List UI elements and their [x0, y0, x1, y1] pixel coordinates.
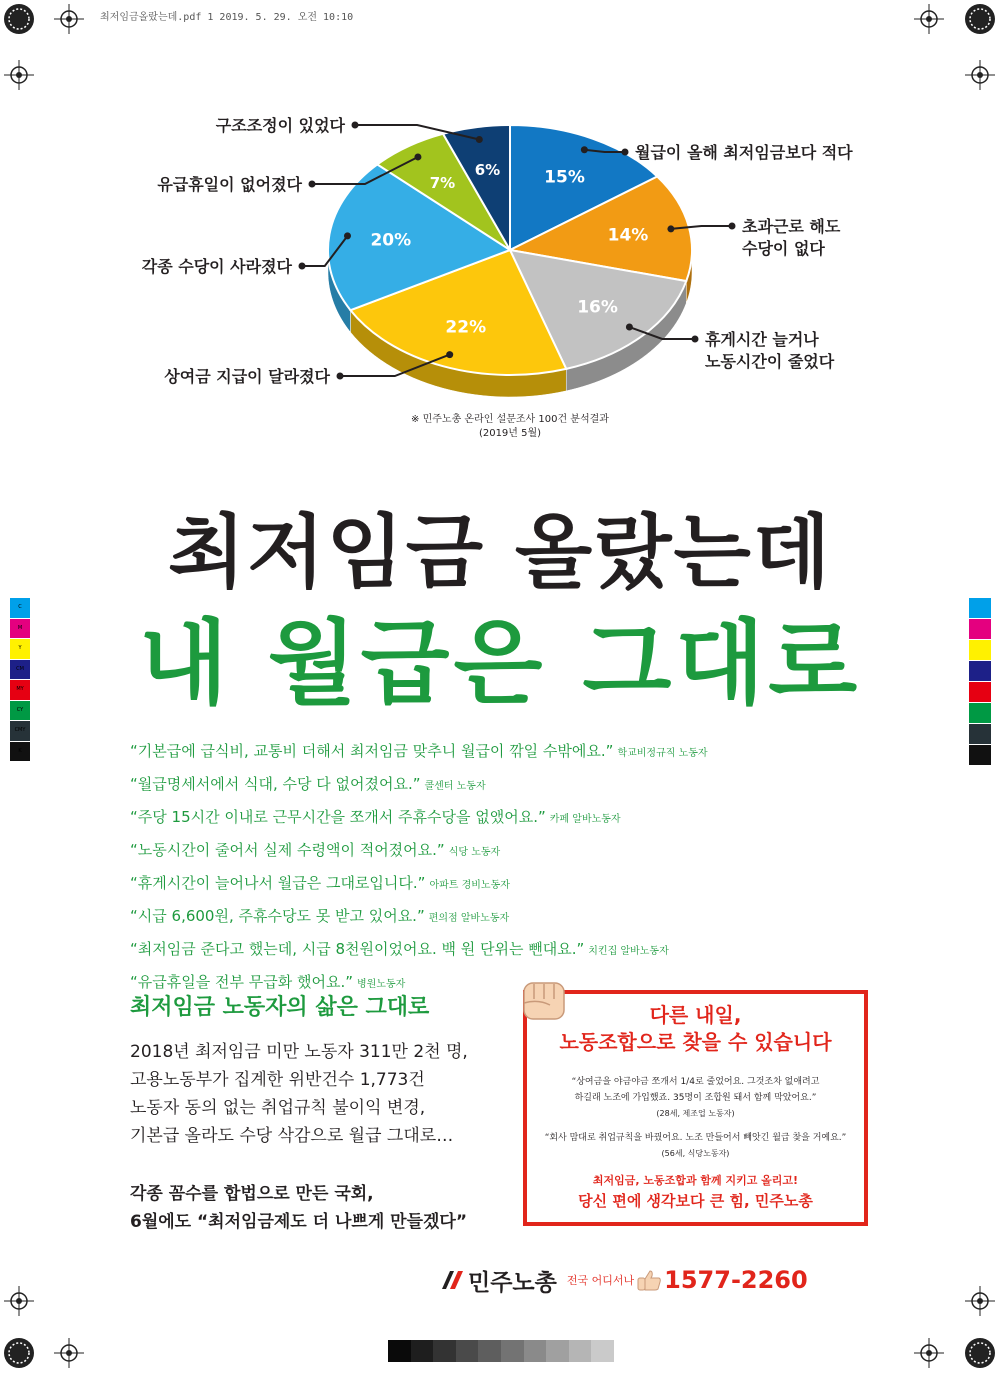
- registration-mark-icon: [2, 1336, 36, 1370]
- headline-line-1: 최저임금 올랐는데: [167, 506, 833, 599]
- pie-slice-label: 월급이 올해 최저임금보다 적다: [635, 143, 853, 162]
- crosshair-icon: [963, 58, 997, 92]
- pie-slice-percent: 15%: [544, 167, 585, 188]
- org-name: 민주노총: [468, 1269, 557, 1296]
- pie-slice-percent: 22%: [445, 317, 487, 338]
- pie-slice-label: 수당이 없다: [742, 239, 825, 258]
- pie-slice-label: 구조조정이 있었다: [215, 116, 345, 135]
- crosshair-icon: [52, 1336, 86, 1370]
- footer: [438, 1262, 808, 1298]
- leader-dot: [337, 373, 344, 380]
- color-swatch-y: Y: [10, 639, 30, 660]
- pie-slice-percent: 16%: [577, 297, 618, 318]
- leader-dot: [626, 324, 633, 331]
- color-swatch-c: C: [10, 598, 30, 619]
- quote-item: “시급 6,600원, 주휴수당도 못 받고 있어요.” 편의점 알바노동자: [130, 907, 510, 925]
- callout-quote-2: “회사 맘대로 취업규칙을 바꿨어요. 노조 만들어서 빼앗긴 월급 찾을 거예요.” (56세, 식당노동자): [544, 1133, 847, 1158]
- leader-dot: [344, 232, 351, 239]
- crosshair-icon: [2, 58, 36, 92]
- color-swatch-k: K: [10, 742, 30, 763]
- crosshair-icon: [912, 2, 946, 36]
- quote-item: “최저임금 준다고 했는데, 시급 8천원이었어요. 백 원 단위는 뺀대요.” 치킨집 알바노동자: [130, 940, 669, 958]
- raised-fist-icon: [518, 975, 570, 1025]
- pie-slice-percent: 6%: [474, 160, 501, 179]
- leader-dot: [476, 136, 483, 143]
- quote-item: “유급휴일을 전부 무급화 했어요.” 병원노동자: [130, 973, 406, 991]
- pie-slice-label: 각종 수당이 사라졌다: [141, 257, 292, 276]
- pie-slice-percent: 20%: [370, 230, 412, 251]
- leader-dot: [729, 223, 736, 230]
- registration-mark-icon: [963, 2, 997, 36]
- callout-heading: [527, 1002, 864, 1056]
- kctu-logo-icon: [438, 1267, 464, 1293]
- hotline-number: 1577-2260: [664, 1266, 808, 1294]
- section-line: 각종 꼼수를 합법으로 만든 국회,: [130, 1184, 374, 1204]
- quote-list: [130, 736, 890, 1000]
- print-file-info: 최저임금올랐는데.pdf 1 2019. 5. 29. 오전 10:10: [100, 12, 354, 23]
- section-line: 노동자 동의 없는 취업규칙 불이익 변경,: [130, 1098, 426, 1118]
- section-line: 고용노동부가 집계한 위반건수 1,773건: [130, 1070, 425, 1090]
- color-swatch-cy: CY: [10, 701, 30, 722]
- pie-slice-percent: 7%: [429, 173, 456, 192]
- crosshair-icon: [52, 2, 86, 36]
- color-swatch-my: MY: [10, 680, 30, 701]
- leader-dot: [622, 149, 629, 156]
- gray-scale-strip: [388, 1340, 614, 1362]
- registration-mark-icon: [963, 1336, 997, 1370]
- quote-item: “휴게시간이 늘어나서 월급은 그대로입니다.” 아파트 경비노동자: [130, 874, 510, 892]
- thumbs-up-icon: [636, 1269, 662, 1291]
- leader-dot: [692, 336, 699, 343]
- section-title: 최저임금 노동자의 삶은 그대로: [130, 995, 430, 1020]
- leader-dot: [299, 263, 306, 270]
- headline-line-2: 내 월급은 그대로: [138, 610, 862, 717]
- callout-tagline: 당신 편에 생각보다 큰 힘, 민주노총: [578, 1192, 813, 1210]
- pie-slice-label: 상여금 지급이 달라졌다: [164, 367, 330, 386]
- quote-item: “월급명세서에서 식대, 수당 다 없어졌어요.” 콜센터 노동자: [130, 775, 486, 793]
- quote-item: “주당 15시간 이내로 근무시간을 쪼개서 주휴수당을 없앴어요.” 카페 알바노동자: [130, 808, 621, 826]
- section-line: 6월에도 “최저임금제도 더 나쁘게 만들겠다”: [130, 1212, 468, 1232]
- color-swatch-cm: CM: [10, 660, 30, 681]
- section-body: [130, 1038, 468, 1150]
- leader-dot: [667, 225, 674, 232]
- crosshair-icon: [912, 1336, 946, 1370]
- pie-slice-label: 초과근로 해도: [742, 217, 841, 236]
- quote-item: “기본급에 급식비, 교통비 더해서 최저임금 맞추니 월급이 깎일 수밖에요.” 학교비정규직 노동자: [130, 742, 708, 760]
- color-swatch-m: M: [10, 619, 30, 640]
- crosshair-icon: [2, 1284, 36, 1318]
- pie-slice-percent: 14%: [607, 225, 649, 246]
- callout-heading-line-2: 노동조합으로 찾을 수 있습니다: [559, 1030, 832, 1054]
- callout-slogan: 최저임금, 노동조합과 함께 지키고 올리고!: [592, 1174, 799, 1187]
- leader-dot: [581, 146, 588, 153]
- leader-dot: [414, 153, 421, 160]
- section-line: 기본급 올라도 수당 삭감으로 월급 그대로…: [130, 1126, 454, 1146]
- section-line: 2018년 최저임금 미만 노동자 311만 2천 명,: [130, 1042, 468, 1062]
- pie-slice-label: 유급휴일이 없어졌다: [157, 175, 302, 194]
- section-conclusion: [130, 1180, 467, 1236]
- pie-slice-label: 노동시간이 줄었다: [705, 352, 835, 371]
- leader-dot: [446, 351, 453, 358]
- leader-dot: [352, 122, 359, 129]
- crosshair-icon: [963, 1284, 997, 1318]
- quote-item: “노동시간이 줄어서 실제 수령액이 적어졌어요.” 식당 노동자: [130, 841, 501, 859]
- callout-quote-1: “상여금을 야금야금 쪼개서 1/4로 줄었어요. 그것조차 없애려고 하길래 노조에 가입했죠. 35명이 조합원 돼서 함께 막았어요.” (28세, 제조업 노동자): [571, 1077, 820, 1118]
- chart-note-line: ※ 민주노총 온라인 설문조사 100건 분석결과: [411, 414, 609, 425]
- chart-note: [380, 413, 640, 441]
- color-swatch-cmy: CMY: [10, 721, 30, 742]
- callout-heading-line-1: 다른 내일,: [649, 1003, 742, 1027]
- registration-mark-icon: [2, 2, 36, 36]
- footer-tagline: 전국 어디서나: [566, 1274, 635, 1287]
- color-bar-left: [10, 598, 30, 762]
- leader-dot: [309, 181, 316, 188]
- color-bar-right: [969, 598, 991, 766]
- union-callout-box: [523, 990, 868, 1226]
- chart-note-date: (2019년 5월): [478, 428, 542, 439]
- pie-slice-label: 휴게시간 늘거나: [705, 330, 819, 349]
- pie-chart: [0, 100, 1000, 430]
